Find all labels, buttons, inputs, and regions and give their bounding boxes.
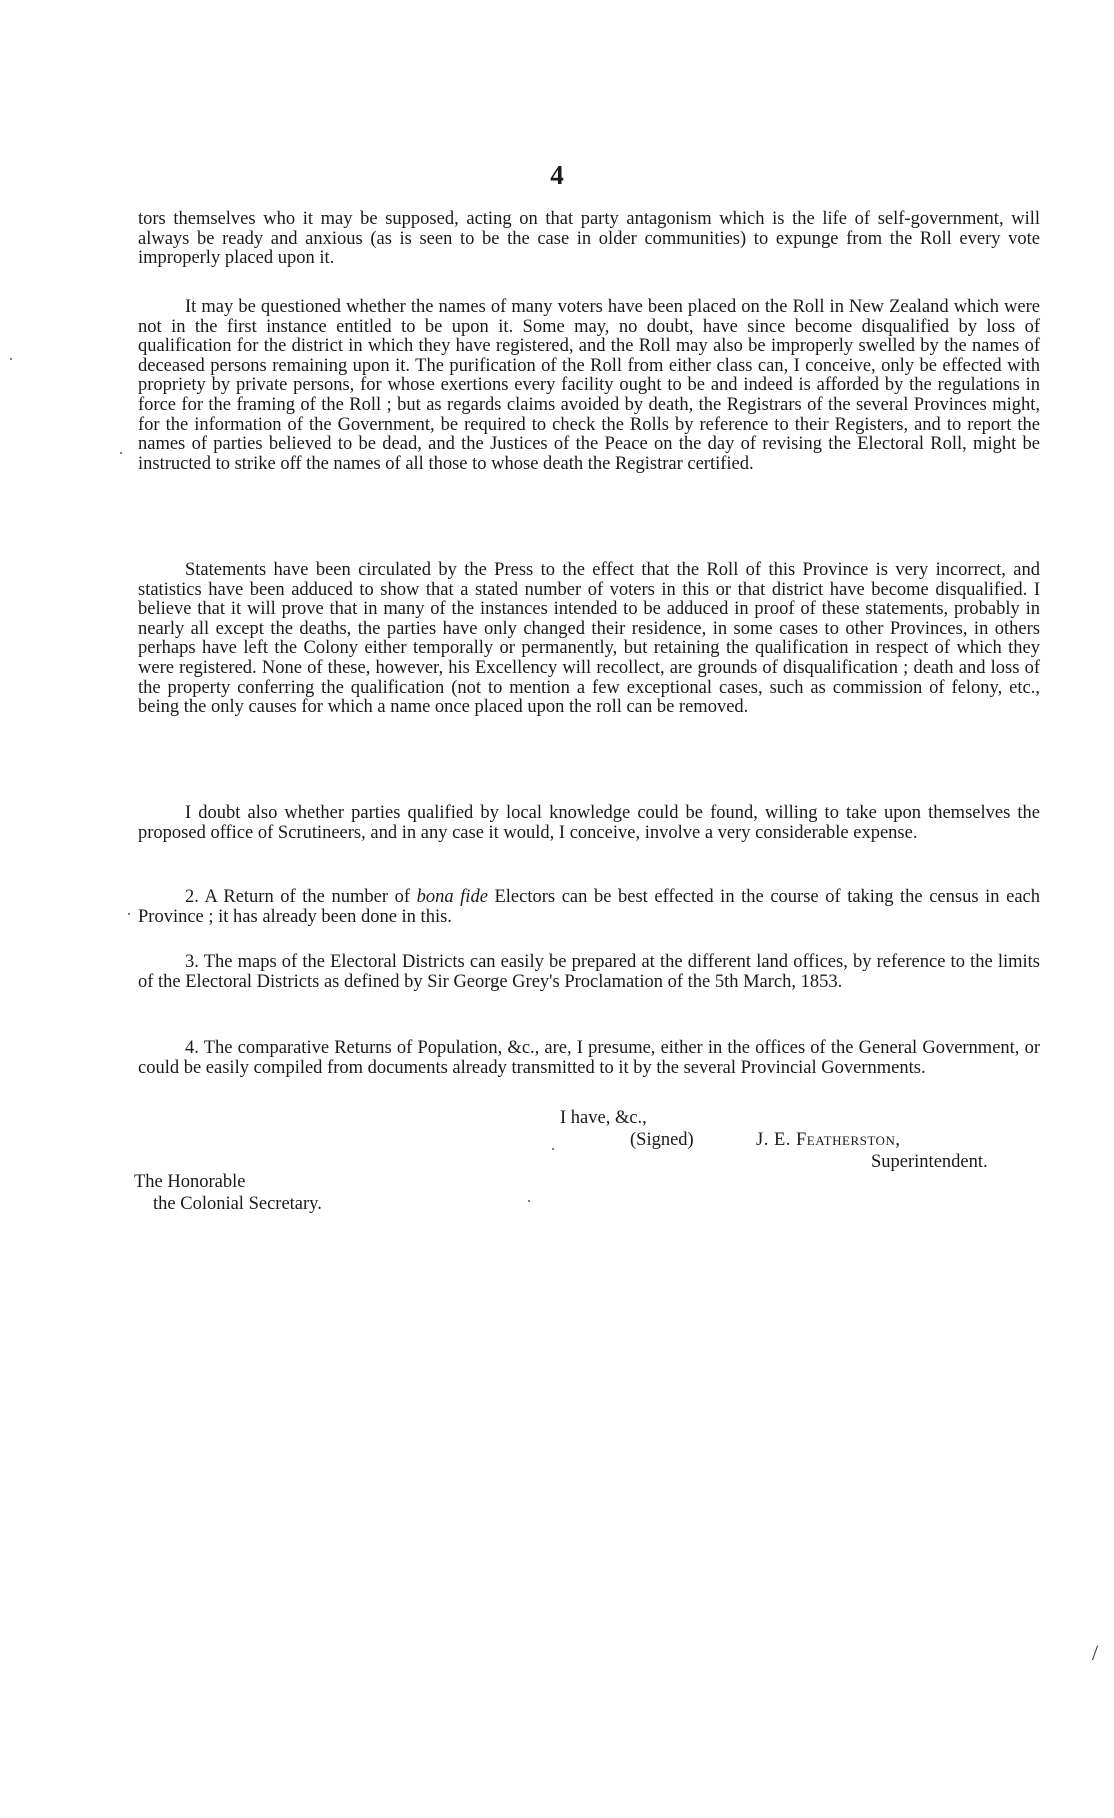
item2-lead: 2. A Return of the number of [185, 887, 417, 907]
paragraph-text: Statements have been circulated by the Press to the effect that the Roll of this Province is very incorrect, and statistics have been adduced to show that a stated number of voters in this or that district have become disqualified. I believe that it will prove that in many of the instances intended to be adduced in proof of these statements, probably in nearly all except the deaths, the parties have only changed their residence, in some cases to other Provinces, in others perhaps have left the Colony either temporally or permanently, but retaining the qualification in respect of which they were registered. None of these, however, his Excellency will recollect, are grounds of disqualification ; death and loss of the property conferring the qualification (not to mention a few exceptional cases, such as commission of felony, etc., being the only causes for which a name once placed upon the roll can be removed. [138, 560, 1040, 718]
signature-closing: I have, &c., [560, 1108, 647, 1128]
numbered-item-2 [138, 888, 1040, 927]
scan-speck [120, 452, 122, 454]
paragraph-continuation [138, 210, 1040, 269]
numbered-item-3 [138, 953, 1040, 992]
paragraph-text [138, 888, 1040, 927]
paragraph-scrutineers [138, 804, 1040, 843]
scan-speck [552, 1148, 554, 1150]
paragraph-text: 3. The maps of the Electoral Districts can easily be prepared at the different land offices, by reference to the limits of the Electoral Districts as defined by Sir George Grey's Proclamation of the 5th March, 1853. [138, 952, 1040, 992]
item2-italic-phrase: bona fide [416, 887, 488, 907]
paragraph-text: I doubt also whether parties qualified by local knowledge could be found, willing to take upon themselves the proposed office of Scrutineers, and in any case it would, I conceive, involve a very considerable expense. [138, 803, 1040, 843]
signature-signed-label: (Signed) [630, 1130, 694, 1150]
scan-speck [128, 913, 130, 915]
numbered-item-4 [138, 1039, 1040, 1078]
paragraph-roll-purification [138, 298, 1040, 474]
paragraph-text: 4. The comparative Returns of Population, &c., are, I presume, either in the offices of the General Government, or could be easily compiled from documents already transmitted to it by the several Provincial Governments. [138, 1038, 1040, 1078]
item2-rest: Electors can be best effected in the course of taking the census in each Province ; it has already been done in this. [138, 887, 1040, 927]
paragraph-press-statements [138, 561, 1040, 718]
scan-edge-mark: / [1092, 1640, 1099, 1665]
paragraph-text: It may be questioned whether the names of many voters have been placed on the Roll in New Zealand which were not in the first instance entitled to be upon it. Some may, no doubt, have since become disqualified by loss of qualification for the district in which they have registered, and the Roll may also be improperly swelled by the names of deceased persons remaining upon it. The purification of the Roll from either class can, I conceive, only be effected with propriety by private persons, for whose exertions every facility ought to be and indeed is afforded by the regulations in force for the framing of the Roll ; but as regards claims avoided by death, the Registrars of the several Provinces might, for the information of the Government, be required to check the Rolls by reference to their Registers, and to report the names of parties believed to be dead, and the Justices of the Peace on the day of revising the Electoral Roll, might be instructed to strike off the names of all those to whose death the Registrar certified. [138, 297, 1040, 474]
signer-title: Superintendent. [871, 1152, 988, 1172]
signer-name: J. E. Featherston, [756, 1130, 901, 1150]
paragraph-text: tors themselves who it may be supposed, acting on that party antagonism which is the life of self-government, will always be ready and anxious (as is seen to be the case in older communities) to expunge from the Roll every vote improperly placed upon it. [138, 209, 1040, 269]
addressee-line-2: the Colonial Secretary. [153, 1194, 322, 1214]
scan-speck [10, 358, 12, 360]
page-number: 4 [550, 160, 564, 190]
addressee-line-1: The Honorable [134, 1172, 246, 1192]
scan-speck [528, 1200, 530, 1202]
